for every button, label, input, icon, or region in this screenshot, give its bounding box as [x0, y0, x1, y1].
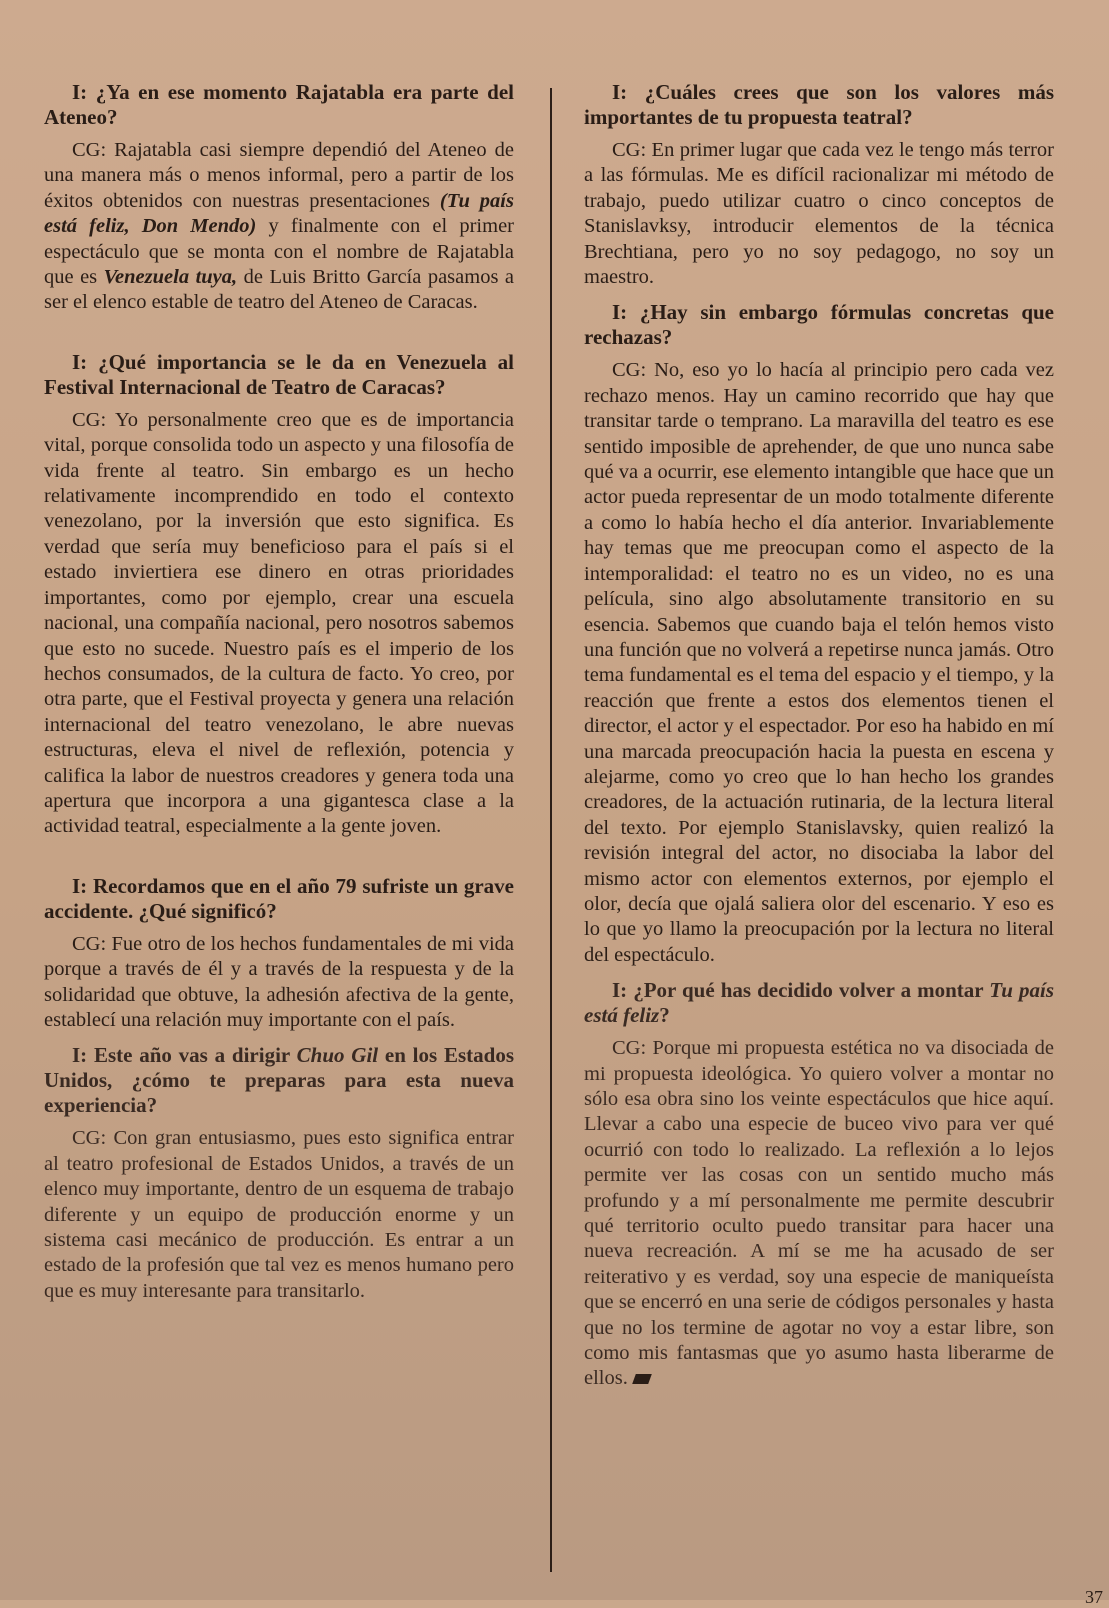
question-4: I: Este año vas a dirigir Chuo Gil en los Estados Unidos, ¿cómo te preparas para esta nueva experiencia?	[44, 1043, 514, 1118]
question-2: I: ¿Qué importancia se le da en Venezuela al Festival Internacional de Teatro de Caracas?	[44, 349, 514, 399]
play-title: Chuo Gil	[296, 1043, 379, 1068]
question-5: I: ¿Cuáles crees que son los valores más importantes de tu propuesta teatral?	[584, 80, 1054, 129]
column-divider	[550, 88, 552, 1572]
question-6: I: ¿Hay sin embargo fórmulas concretas que rechazas?	[584, 300, 1054, 350]
answer-4: CG: Con gran entusiasmo, pues esto significa entrar al teatro profesional de Estados Unidos, a través de un elenco muy importante, dentro de un esquema de trabajo diferente y un equipo de producción enorme y un sistema casi mecánico de producción. Es entrar a un estado de la profesión que tal vez es menos humano pero que es muy interesante para transitarlo.	[44, 1127, 514, 1302]
answer-6: CG: No, eso yo lo hacía al principio pero cada vez rechazo menos. Hay un camino recorrido que hay que transitar tarde o temprano. La maravilla del teatro es ese sentido imposible de aprehender, de que uno nunca sabe qué va a ocurrir, ese elemento intangible que hace que un actor pueda representar de un modo totalmente diferente a como lo había hecho el día anterior. Invariablemente hay temas que me preocupan como el aspecto de la intemporalidad: el teatro no es un video, no es una película, sino algo absolutamente transitorio en su esencia. Sabemos que cuando baja el telón hemos visto una función que no volverá a repetirse nunca jamás. Otro tema fundamental es el tema del espacio y el tiempo, y la reacción que frente a estos dos elementos tienen el director, el actor y el espectador. Por eso ha habido en mí una marcada preocupación hacia la puesta en escena y alejarme, como yo creo que lo han hecho los grandes creadores, de la actuación rutinaria, de la lectura literal del texto. Por ejemplo Stanislavsky, quien realizó la revisión integral del actor, no disociaba la labor del mismo actor con elementos externos, por ejemplo el olor, decía que ojalá saliera olor del escenario. Y eso es lo que yo llamo la preocupación por la lectura no literal del espectáculo.	[584, 359, 1054, 966]
answer-1: CG: Rajatabla casi siempre dependió del Ateneo de una manera más o menos informal, pero a partir de los éxitos obtenidos con nuestras presentaciones (Tu país está feliz, Don Mendo) y finalmente con el primer espectáculo que se monta con el nombre de Rajatabla que es Venezuela tuya, de Luis Britto García pasamos a ser el elenco estable de teatro del Ateneo de Caracas.	[44, 139, 515, 314]
play-title: (Tu país está feliz, Don Mendo)	[44, 189, 514, 238]
page-number: 37	[1085, 1587, 1103, 1607]
question-1: I: ¿Ya en ese momento Rajatabla era parte del Ateneo?	[44, 80, 514, 129]
answer-7: CG: Porque mi propuesta estética no va disociada de mi propuesta ideológica. Yo quiero volver a montar no sólo esa obra sino los veinte espectáculos que hice aquí. Llevar a cabo una especie de buceo vivo para ver qué ocurrió con todo lo realizado. La reflexión a lo lejos permite ver las cosas con un sentido mucho más profundo y a mí personalmente me permite descubrir qué territorio oculto puedo transitar para hacer una nueva recreación. A mí se me ha acusado de ser reiterativo y es verdad, soy una especie de maniqueísta que se encerró en una serie de códigos personales y hasta que no los termine de agotar no voy a estar libre, son como mis fantasmas que yo asumo hasta liberarme de ellos.	[584, 1037, 1054, 1390]
answer-2: CG: Yo personalmente creo que es de importancia vital, porque consolida todo un aspecto y una filosofía de vida frente al teatro. Sin embargo es un hecho relativamente incomprendido en todo el contexto venezolano, por la inversión que esto significa. Es verdad que sería muy beneficioso para el país si el estado inviertiera ese dinero en otras prioridades importantes, como por ejemplo, crear una escuela nacional, una compañía nacional, pero nosotros sabemos que esto no sucede. Nuestro país es el imperio de los hechos consumados, de la cultura de facto. Yo creo, por otra parte, que el Festival proyecta y genera una relación internacional del teatro venezolano, le abre nuevas estructuras, eleva el nivel de reflexión, potencia y califica la labor de nuestros creadores y genera toda una apertura que incorpora a una gigantesca clase a la actividad teatral, especialmente a la gente joven.	[44, 408, 514, 838]
question-7: I: ¿Por qué has decidido volver a montar Tu país está feliz?	[584, 978, 1054, 1028]
question-3: I: Recordamos que en el año 79 sufriste un grave accidente. ¿Qué significó?	[44, 873, 514, 923]
answer-5: CG: En primer lugar que cada vez le tengo más terror a las fórmulas. Me es difícil racionalizar mi método de trabajo, puedo utilizar cuatro o cinco conceptos de Stanislavksy, introducir elementos de la técnica Brechtiana, pero yo no soy pedagogo, no soy un maestro.	[584, 139, 1054, 289]
end-mark-icon	[632, 1374, 652, 1384]
answer-3: CG: Fue otro de los hechos fundamentales de mi vida porque a través de él y a través de la respuesta y de la solidaridad que obtuve, la adhesión afectiva de la gente, establecí una relación muy importante con el país.	[44, 932, 514, 1031]
play-title: Venezuela tuya,	[103, 266, 238, 289]
play-title: Tu país está feliz	[584, 978, 1054, 1028]
left-column	[44, 80, 514, 1304]
right-column	[584, 80, 1054, 1392]
